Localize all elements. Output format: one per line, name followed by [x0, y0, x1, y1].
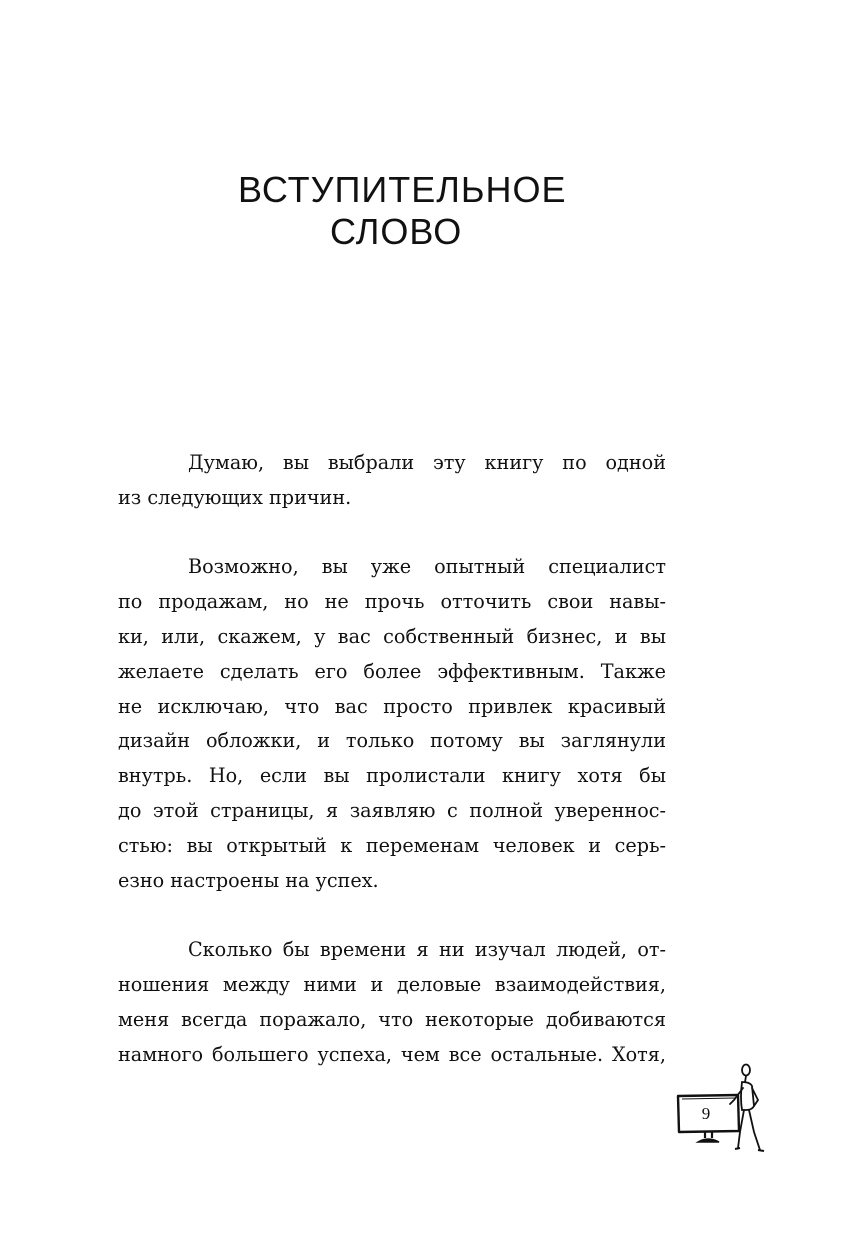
paragraph-line: не исключаю, что вас просто привлек красивый — [118, 694, 666, 718]
paragraph-line: из следующих причин. — [118, 485, 352, 509]
paragraph-line: до этой страницы, я заявляю с полной увереннос- — [118, 798, 666, 822]
paragraph-line: Думаю, вы выбрали эту книгу по одной — [188, 451, 666, 474]
paragraph-line: стью: вы открытый к переменам человек и серь- — [118, 833, 666, 857]
page-number-folio — [672, 1058, 772, 1158]
paragraph-line: меня всегда поражало, что некоторые добиваются — [118, 1007, 666, 1031]
paragraph-line: внутрь. Но, если вы пролистали книгу хотя бы — [118, 764, 666, 788]
paragraph-line: по продажам, но не прочь отточить свои навы- — [118, 590, 666, 614]
body-text — [118, 446, 666, 1107]
paragraph-line: Возможно, вы уже опытный специалист — [188, 555, 666, 579]
paragraph-line: Сколько бы времени я ни изучал людей, от- — [188, 938, 666, 962]
paragraph-line: езно настроены на успех. — [118, 868, 379, 892]
page-title-line-1: ВСТУПИТЕЛЬНОЕ — [238, 169, 567, 210]
paragraph-line: ки, или, скажем, у вас собственный бизнес, и вы — [118, 624, 666, 648]
paragraph-line: желаете сделать его более эффективным. Также — [118, 659, 666, 683]
page-number: 9 — [701, 1104, 711, 1123]
paragraph-line: намного большего успеха, чем все остальные. Хотя, — [118, 1042, 666, 1066]
page-title-line-2: СЛОВО — [330, 211, 463, 252]
paragraph-3 — [118, 933, 666, 1072]
paragraph-line: ношения между ними и деловые взаимодействия, — [118, 972, 666, 996]
paragraph-line: дизайн обложки, и только потому вы заглянули — [118, 729, 666, 753]
paragraph-2 — [118, 550, 666, 898]
paragraph-1 — [118, 446, 666, 516]
